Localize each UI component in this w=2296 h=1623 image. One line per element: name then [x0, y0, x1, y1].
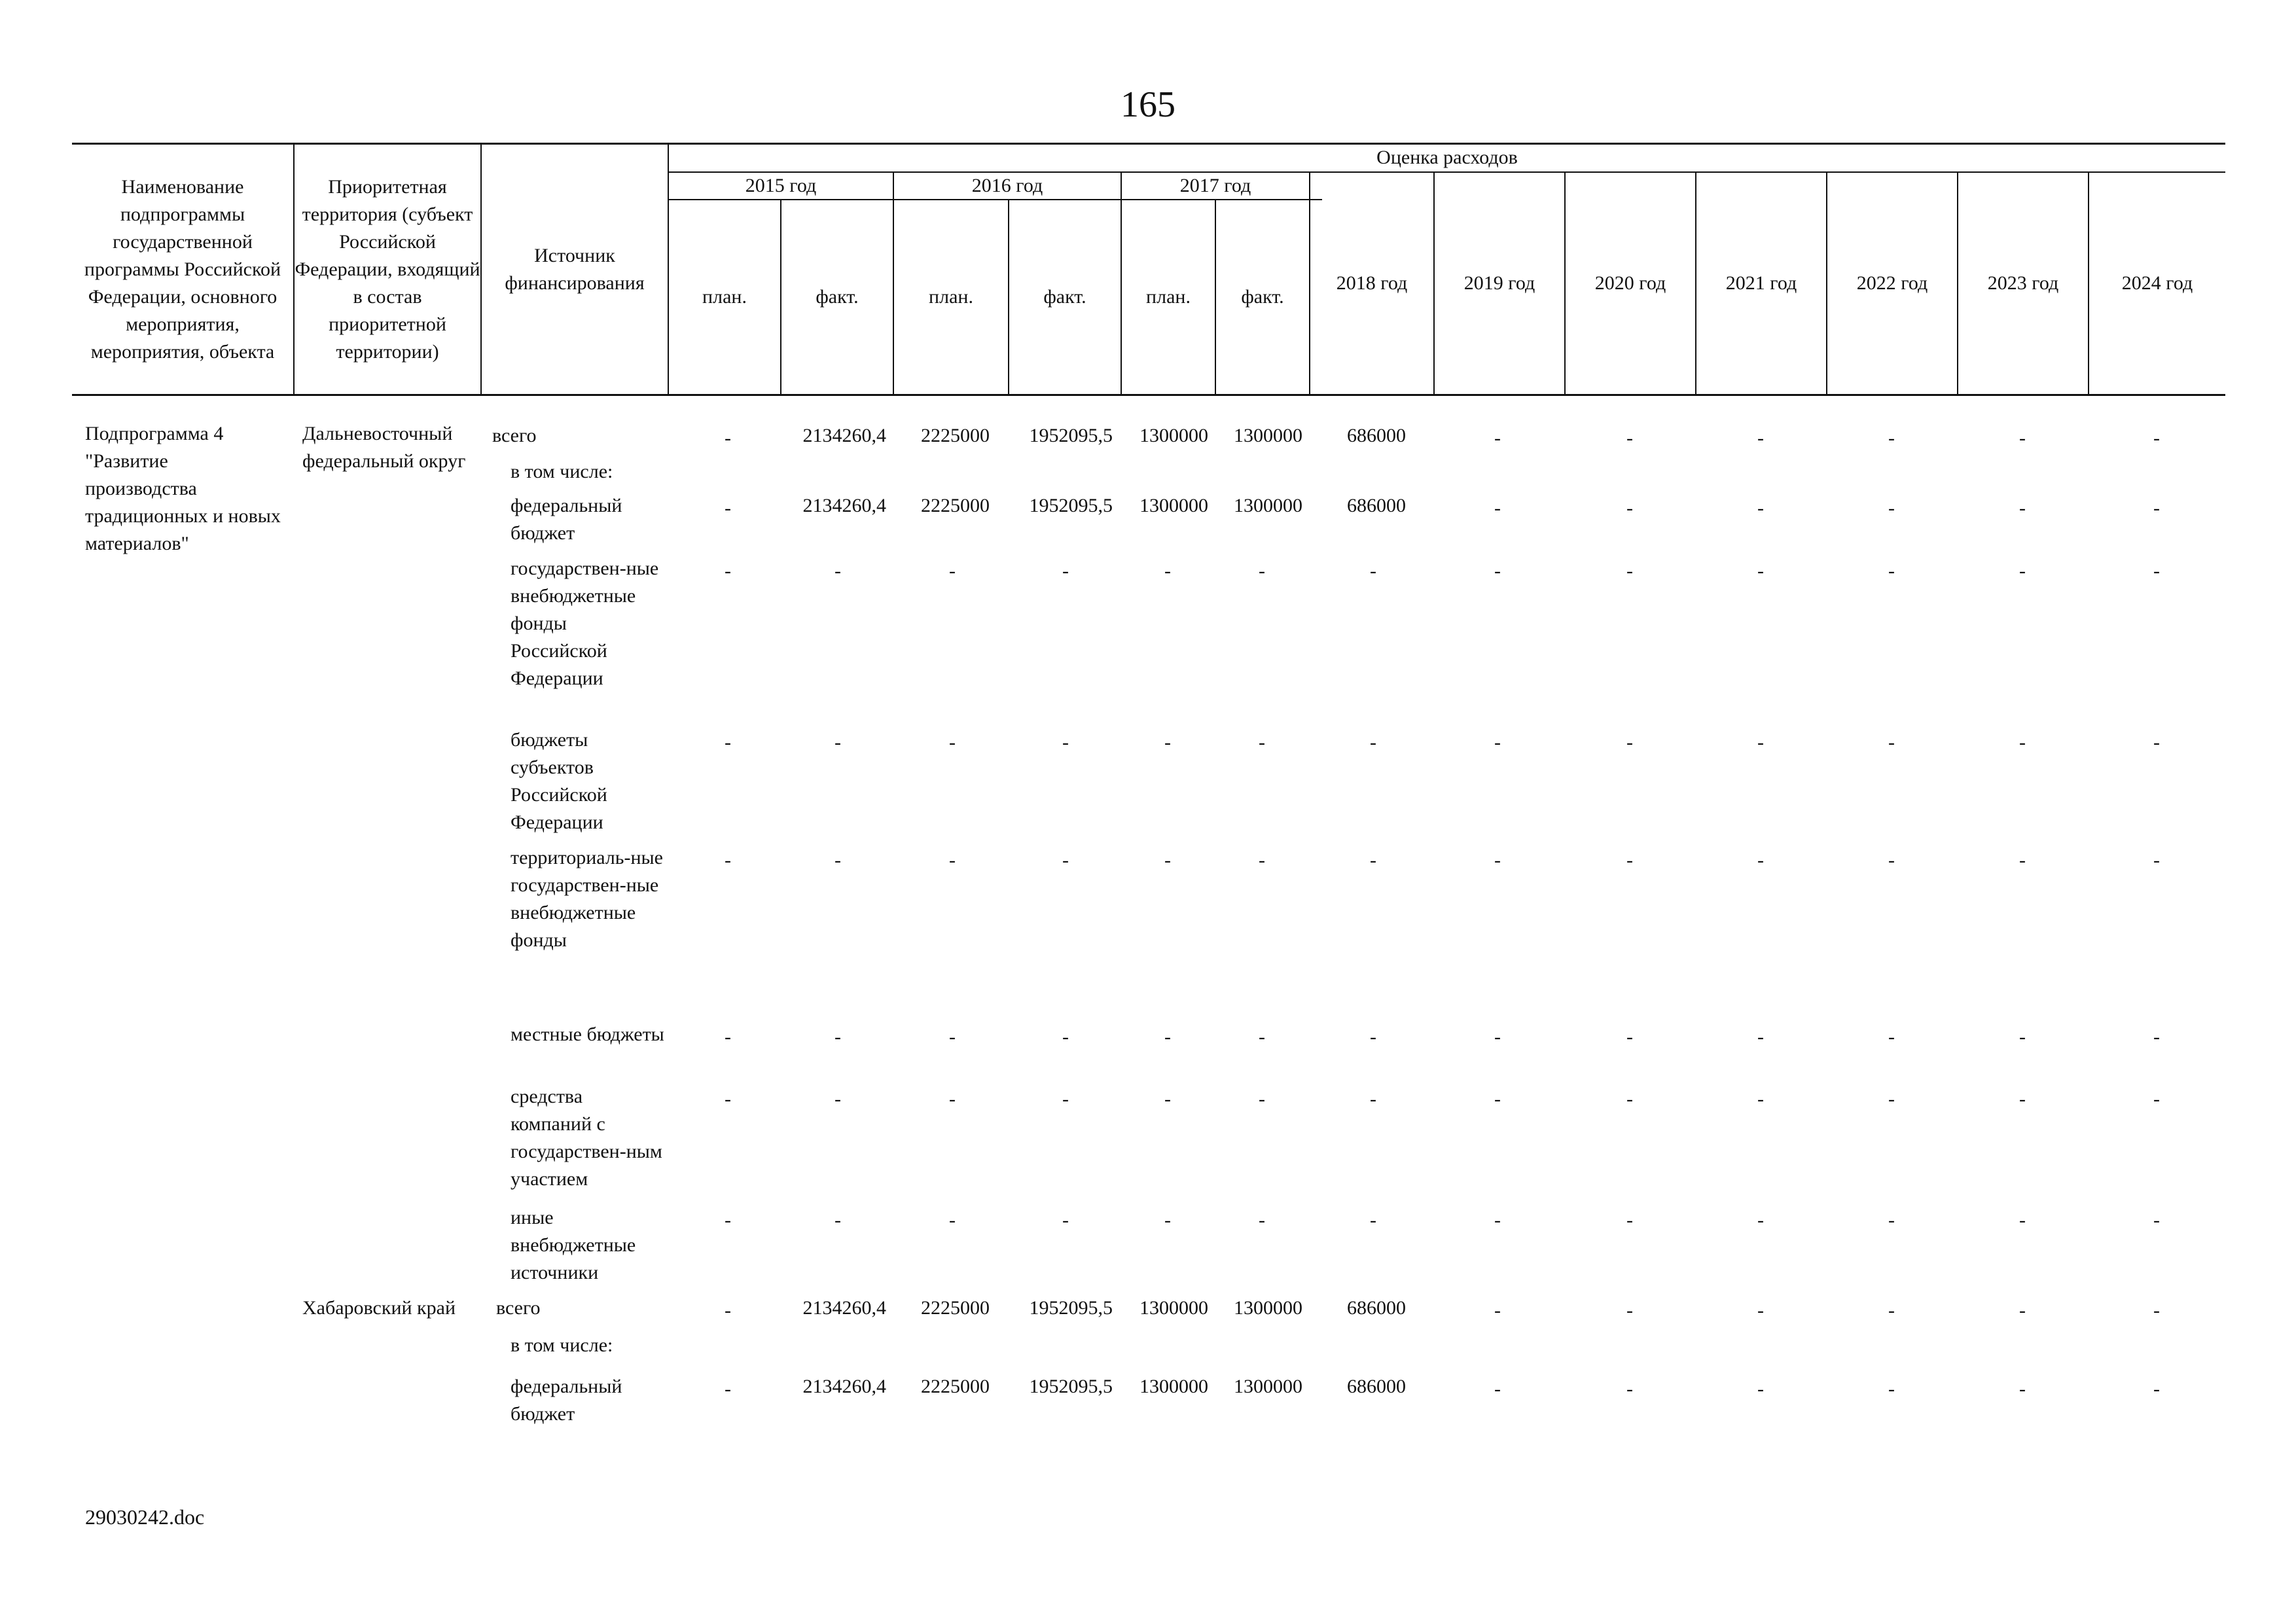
value-cell: 1300000: [1234, 425, 1302, 446]
value-cell: 1300000: [1234, 1297, 1302, 1319]
value-dash: -: [2153, 497, 2160, 519]
value-dash: -: [1757, 1209, 1764, 1231]
value-dash: -: [1062, 849, 1069, 871]
value-cell: 2134260,4: [802, 1297, 886, 1319]
header-fact: факт.: [816, 286, 859, 308]
header-year: 2023 год: [1987, 272, 2059, 294]
value-dash: -: [2019, 1300, 2026, 1321]
value-dash: -: [1259, 849, 1265, 871]
value-dash: -: [1370, 849, 1376, 871]
value-dash: -: [2019, 427, 2026, 449]
value-dash: -: [725, 427, 731, 449]
header-year: 2018 год: [1336, 272, 1408, 294]
value-dash: -: [1370, 1026, 1376, 1048]
value-dash: -: [1062, 732, 1069, 753]
value-dash: -: [725, 849, 731, 871]
value-cell: 2225000: [921, 495, 990, 516]
value-dash: -: [1626, 560, 1633, 582]
value-cell: 1300000: [1139, 495, 1208, 516]
value-dash: -: [1494, 1378, 1501, 1400]
value-dash: -: [2153, 1026, 2160, 1048]
value-dash: -: [834, 732, 841, 753]
header-year: 2021 год: [1725, 272, 1797, 294]
value-dash: -: [1626, 1026, 1633, 1048]
value-dash: -: [1626, 849, 1633, 871]
table-header: [72, 143, 2225, 395]
value-dash: -: [949, 560, 956, 582]
value-dash: -: [1494, 1300, 1501, 1321]
source-label: в том числе:: [511, 461, 613, 482]
header-territory: Приоритетная территория (субъект Российской Федерации, входящий в состав приоритетной территории): [295, 176, 480, 363]
header-year-2015: 2015 год: [745, 175, 817, 196]
value-cell: 686000: [1347, 1376, 1406, 1397]
value-dash: -: [1757, 1300, 1764, 1321]
value-dash: -: [1370, 732, 1376, 753]
header-source: Источник финансирования: [505, 245, 645, 294]
value-dash: -: [1757, 732, 1764, 753]
source-label: территориаль-ные государствен-ные внебюджетные фонды: [511, 847, 663, 951]
value-dash: -: [1164, 732, 1171, 753]
value-dash: -: [2019, 1378, 2026, 1400]
value-dash: -: [1370, 1088, 1376, 1110]
value-dash: -: [834, 1088, 841, 1110]
value-cell: 2134260,4: [802, 425, 886, 446]
value-dash: -: [1164, 849, 1171, 871]
value-cell: 1952095,5: [1029, 1297, 1113, 1319]
value-dash: -: [2153, 849, 2160, 871]
value-dash: -: [1259, 1088, 1265, 1110]
value-dash: -: [725, 497, 731, 519]
value-dash: -: [949, 849, 956, 871]
value-dash: -: [725, 1378, 731, 1400]
source-label: федеральный бюджет: [511, 1376, 622, 1425]
value-dash: -: [834, 560, 841, 582]
source-label: федеральный бюджет: [511, 495, 622, 544]
source-label: средства компаний с государствен-ным участием: [511, 1086, 662, 1190]
territory-name: Дальневосточный федеральный округ: [302, 423, 466, 472]
value-dash: -: [725, 1209, 731, 1231]
value-cell: 2134260,4: [802, 1376, 886, 1397]
value-dash: -: [1757, 1088, 1764, 1110]
value-dash: -: [1888, 497, 1895, 519]
value-dash: -: [725, 1026, 731, 1048]
value-cell: 2225000: [921, 1297, 990, 1319]
header-year-2016: 2016 год: [971, 175, 1043, 196]
value-dash: -: [1626, 497, 1633, 519]
value-dash: -: [2019, 1026, 2026, 1048]
value-cell: 2225000: [921, 425, 990, 446]
value-dash: -: [1494, 497, 1501, 519]
value-dash: -: [1164, 1209, 1171, 1231]
source-label: местные бюджеты: [511, 1024, 664, 1045]
value-cell: 1952095,5: [1029, 495, 1113, 516]
value-dash: -: [1757, 1026, 1764, 1048]
value-cell: 1300000: [1234, 1376, 1302, 1397]
value-cell: 1300000: [1234, 495, 1302, 516]
header-year-2017: 2017 год: [1179, 175, 1251, 196]
value-dash: -: [1259, 1026, 1265, 1048]
value-cell: 2225000: [921, 1376, 990, 1397]
value-dash: -: [1888, 1026, 1895, 1048]
value-dash: -: [834, 849, 841, 871]
value-dash: -: [1626, 1209, 1633, 1231]
page-number: 165: [1121, 84, 1175, 125]
value-cell: 2134260,4: [802, 495, 886, 516]
value-dash: -: [949, 732, 956, 753]
value-dash: -: [2153, 427, 2160, 449]
value-dash: -: [1062, 1088, 1069, 1110]
header-plan: план.: [702, 286, 747, 308]
value-dash: -: [2153, 560, 2160, 582]
value-dash: -: [1757, 849, 1764, 871]
value-dash: -: [1757, 560, 1764, 582]
value-dash: -: [2019, 732, 2026, 753]
value-dash: -: [1164, 1088, 1171, 1110]
source-label: всего: [492, 425, 537, 446]
value-dash: -: [1259, 560, 1265, 582]
header-plan: план.: [1146, 286, 1191, 308]
value-dash: -: [725, 560, 731, 582]
source-label: государствен-ные внебюджетные фонды Российской Федерации: [511, 558, 659, 689]
value-cell: 686000: [1347, 1297, 1406, 1319]
value-dash: -: [2019, 1088, 2026, 1110]
header-year: 2024 год: [2121, 272, 2193, 294]
value-dash: -: [1494, 1026, 1501, 1048]
value-dash: -: [1164, 560, 1171, 582]
source-label: иные внебюджетные источники: [511, 1207, 636, 1283]
value-dash: -: [1626, 1300, 1633, 1321]
header-fact: факт.: [1043, 286, 1086, 308]
value-dash: -: [1370, 560, 1376, 582]
value-cell: 686000: [1347, 425, 1406, 446]
subprogram-name: Подпрограмма 4 "Развитие производства традиционных и новых материалов": [85, 423, 281, 554]
value-dash: -: [1062, 1026, 1069, 1048]
header-year: 2020 год: [1594, 272, 1666, 294]
header-plan: план.: [929, 286, 973, 308]
value-dash: -: [2019, 1209, 2026, 1231]
header-fact: факт.: [1241, 286, 1284, 308]
footer-filename: 29030242.doc: [85, 1505, 205, 1529]
value-dash: -: [1370, 1209, 1376, 1231]
value-dash: -: [2153, 732, 2160, 753]
value-dash: -: [1494, 732, 1501, 753]
header-name: Наименование подпрограммы государственной программы Российской Федерации, основного мероприятия, мероприятия, объекта: [84, 176, 281, 363]
value-dash: -: [1757, 1378, 1764, 1400]
value-dash: -: [1888, 427, 1895, 449]
value-dash: -: [1626, 1088, 1633, 1110]
value-dash: -: [725, 1300, 731, 1321]
header-year: 2019 год: [1463, 272, 1535, 294]
value-dash: -: [1888, 732, 1895, 753]
value-dash: -: [2019, 849, 2026, 871]
territory-name: Хабаровский край: [302, 1297, 456, 1319]
value-dash: -: [1757, 427, 1764, 449]
value-dash: -: [1494, 560, 1501, 582]
value-dash: -: [2019, 560, 2026, 582]
value-dash: -: [1888, 560, 1895, 582]
value-dash: -: [1259, 1209, 1265, 1231]
header-year: 2022 год: [1856, 272, 1928, 294]
value-dash: -: [834, 1209, 841, 1231]
value-dash: -: [2153, 1088, 2160, 1110]
value-dash: -: [1164, 1026, 1171, 1048]
value-dash: -: [1494, 1209, 1501, 1231]
value-dash: -: [1062, 560, 1069, 582]
value-dash: -: [1062, 1209, 1069, 1231]
header-expense-title: Оценка расходов: [1376, 147, 1518, 168]
value-cell: 1300000: [1139, 1297, 1208, 1319]
value-cell: 686000: [1347, 495, 1406, 516]
value-dash: -: [1888, 1378, 1895, 1400]
value-dash: -: [2153, 1300, 2160, 1321]
value-dash: -: [949, 1026, 956, 1048]
value-cell: 1952095,5: [1029, 425, 1113, 446]
value-dash: -: [949, 1088, 956, 1110]
value-cell: 1300000: [1139, 425, 1208, 446]
value-dash: -: [1626, 732, 1633, 753]
value-dash: -: [1626, 427, 1633, 449]
value-dash: -: [725, 732, 731, 753]
source-label: в том числе:: [511, 1334, 613, 1356]
value-dash: -: [949, 1209, 956, 1231]
value-dash: -: [2153, 1209, 2160, 1231]
value-dash: -: [1494, 427, 1501, 449]
value-dash: -: [1888, 849, 1895, 871]
source-label: всего: [496, 1297, 541, 1319]
source-label: бюджеты субъектов Российской Федерации: [511, 729, 607, 833]
value-dash: -: [1888, 1300, 1895, 1321]
value-dash: -: [1494, 1088, 1501, 1110]
value-dash: -: [1888, 1088, 1895, 1110]
value-cell: 1952095,5: [1029, 1376, 1113, 1397]
value-dash: -: [2019, 497, 2026, 519]
value-dash: -: [834, 1026, 841, 1048]
value-dash: -: [2153, 1378, 2160, 1400]
value-dash: -: [725, 1088, 731, 1110]
value-dash: -: [1494, 849, 1501, 871]
value-dash: -: [1626, 1378, 1633, 1400]
value-dash: -: [1888, 1209, 1895, 1231]
value-dash: -: [1757, 497, 1764, 519]
value-dash: -: [1259, 732, 1265, 753]
value-cell: 1300000: [1139, 1376, 1208, 1397]
